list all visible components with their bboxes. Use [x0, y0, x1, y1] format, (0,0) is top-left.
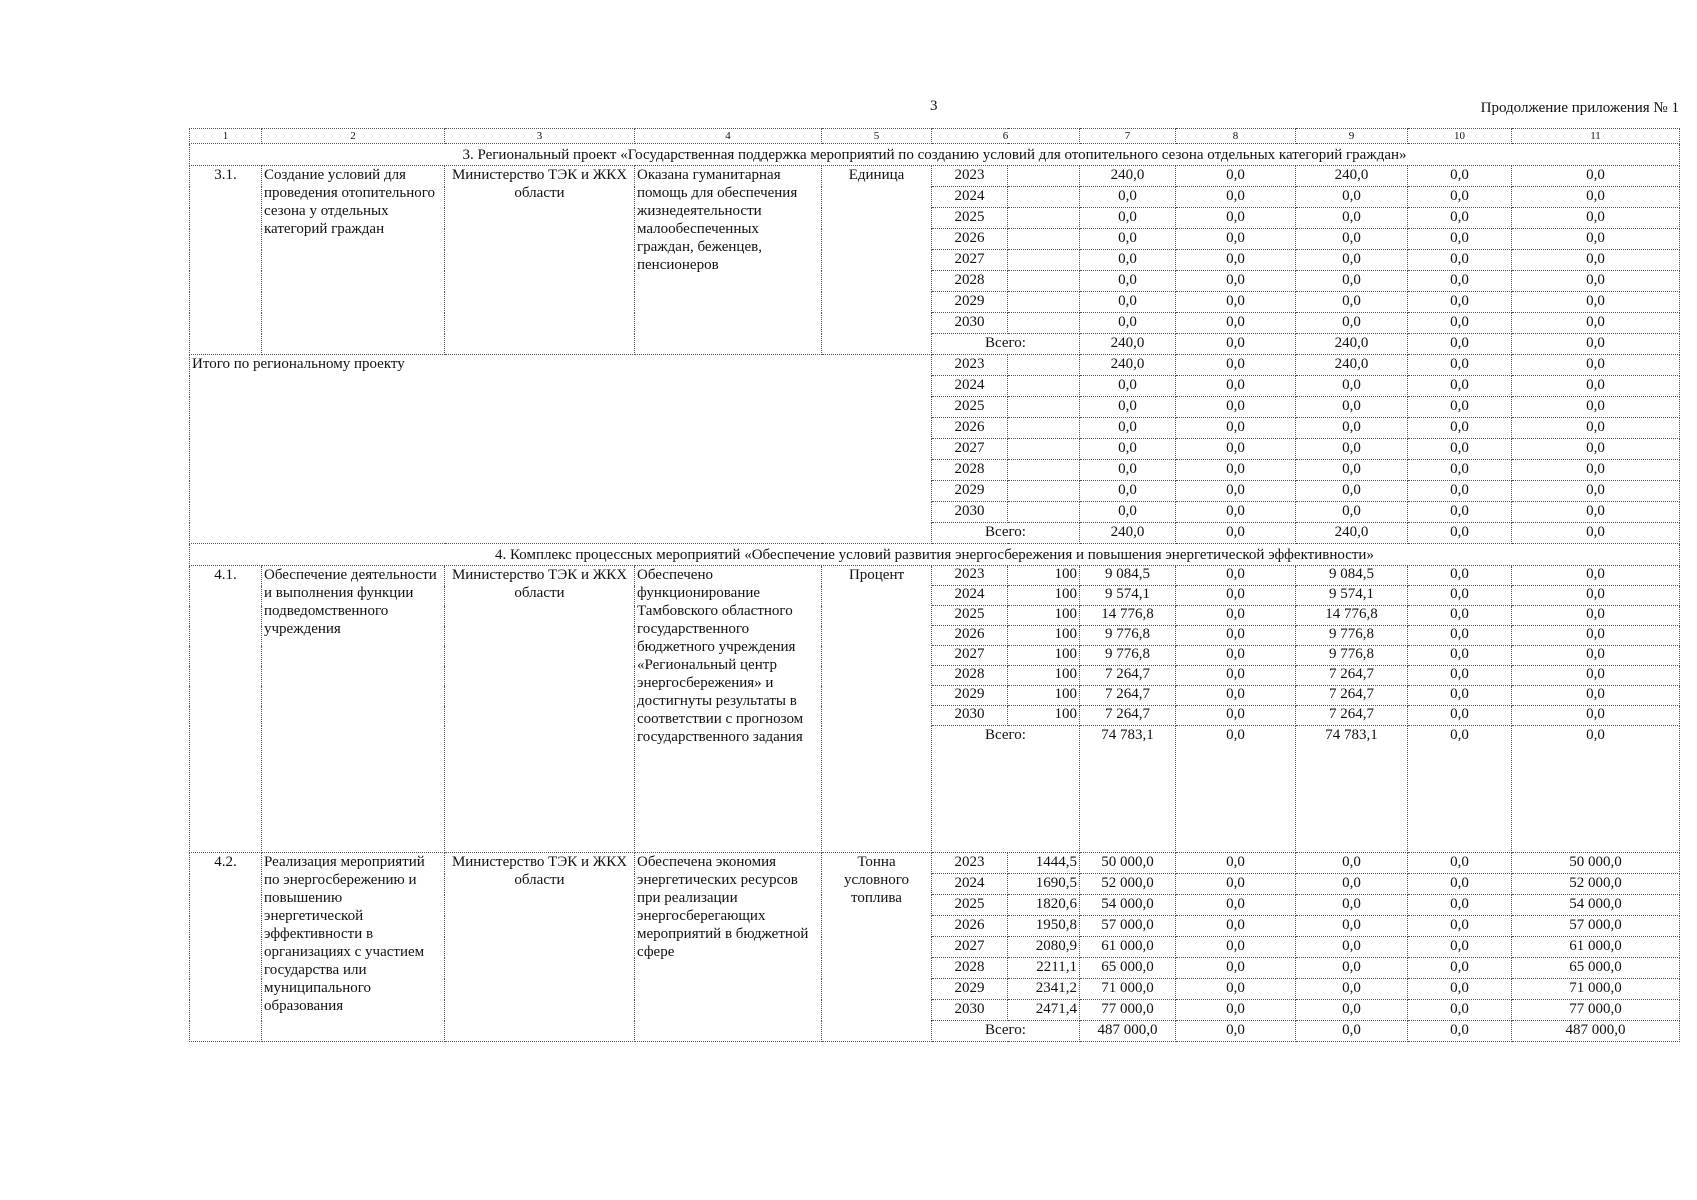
value-cell: 0,0 — [1408, 418, 1512, 439]
indicator-value — [1008, 166, 1080, 187]
year-cell: 2024 — [932, 586, 1008, 606]
value-cell: 0,0 — [1296, 187, 1408, 208]
year-cell: 2030 — [932, 1000, 1008, 1021]
year-cell: 2025 — [932, 606, 1008, 626]
value-cell: 0,0 — [1512, 376, 1680, 397]
value-cell: 0,0 — [1080, 187, 1176, 208]
col-num: 9 — [1296, 129, 1408, 144]
section-title: 3. Региональный проект «Государственная поддержка мероприятий по созданию условий для отопительного сезона отдельных категорий граждан» — [190, 144, 1680, 166]
value-cell: 240,0 — [1296, 355, 1408, 376]
total-value: 74 783,1 — [1296, 726, 1408, 853]
value-cell: 54 000,0 — [1080, 895, 1176, 916]
year-cell: 2026 — [932, 916, 1008, 937]
value-cell: 0,0 — [1408, 626, 1512, 646]
value-cell: 0,0 — [1080, 439, 1176, 460]
indicator-value: 100 — [1008, 706, 1080, 726]
value-cell: 0,0 — [1408, 376, 1512, 397]
value-cell: 0,0 — [1176, 313, 1296, 334]
indicator-value: 1820,6 — [1008, 895, 1080, 916]
year-cell: 2028 — [932, 271, 1008, 292]
year-cell: 2026 — [932, 626, 1008, 646]
continuation-label: Продолжение приложения № 1 — [1480, 100, 1679, 116]
indicator-value: 2341,2 — [1008, 979, 1080, 1000]
value-cell: 0,0 — [1176, 418, 1296, 439]
value-cell: 0,0 — [1408, 916, 1512, 937]
total-value: 487 000,0 — [1080, 1021, 1176, 1042]
value-cell: 52 000,0 — [1512, 874, 1680, 895]
value-cell: 0,0 — [1408, 208, 1512, 229]
value-cell: 9 776,8 — [1296, 646, 1408, 666]
value-cell: 54 000,0 — [1512, 895, 1680, 916]
year-cell: 2027 — [932, 937, 1008, 958]
value-cell: 9 574,1 — [1296, 586, 1408, 606]
value-cell: 57 000,0 — [1512, 916, 1680, 937]
value-cell: 71 000,0 — [1512, 979, 1680, 1000]
total-label: Всего: — [932, 523, 1080, 544]
value-cell: 0,0 — [1512, 187, 1680, 208]
value-cell: 0,0 — [1512, 229, 1680, 250]
indicator-value: 2471,4 — [1008, 1000, 1080, 1021]
section-4-header — [190, 544, 1680, 566]
value-cell: 0,0 — [1408, 502, 1512, 523]
value-cell: 0,0 — [1296, 313, 1408, 334]
program-table — [189, 128, 1680, 1042]
value-cell: 0,0 — [1176, 250, 1296, 271]
value-cell: 0,0 — [1080, 271, 1176, 292]
value-cell: 14 776,8 — [1296, 606, 1408, 626]
value-cell: 0,0 — [1296, 481, 1408, 502]
total-value: 0,0 — [1512, 334, 1680, 355]
value-cell: 0,0 — [1176, 566, 1296, 586]
indicator-value: 1950,8 — [1008, 916, 1080, 937]
value-cell: 0,0 — [1176, 916, 1296, 937]
value-cell: 0,0 — [1080, 397, 1176, 418]
value-cell: 9 776,8 — [1296, 626, 1408, 646]
table-row — [190, 566, 1680, 586]
item-executor: Министерство ТЭК и ЖКХ области — [445, 853, 635, 1042]
value-cell: 0,0 — [1512, 586, 1680, 606]
indicator-value: 100 — [1008, 686, 1080, 706]
value-cell: 0,0 — [1176, 979, 1296, 1000]
value-cell: 0,0 — [1080, 313, 1176, 334]
item-result: Обеспечена экономия энергетических ресурсов при реализации энергосберегающих мероприятий в бюджетной сфере — [635, 853, 822, 1042]
value-cell: 0,0 — [1408, 250, 1512, 271]
value-cell: 0,0 — [1296, 958, 1408, 979]
value-cell: 0,0 — [1512, 418, 1680, 439]
col-num: 5 — [822, 129, 932, 144]
total-label: Всего: — [932, 726, 1080, 853]
value-cell: 0,0 — [1408, 606, 1512, 626]
value-cell: 0,0 — [1512, 166, 1680, 187]
item-unit: Единица — [822, 166, 932, 355]
year-cell: 2023 — [932, 566, 1008, 586]
value-cell: 0,0 — [1080, 229, 1176, 250]
value-cell: 0,0 — [1176, 606, 1296, 626]
indicator-value: 100 — [1008, 646, 1080, 666]
indicator-value — [1008, 397, 1080, 418]
total-value: 0,0 — [1296, 1021, 1408, 1042]
total-value: 0,0 — [1512, 726, 1680, 853]
value-cell: 0,0 — [1512, 686, 1680, 706]
col-num: 6 — [932, 129, 1080, 144]
year-cell: 2029 — [932, 481, 1008, 502]
section-title: 4. Комплекс процессных мероприятий «Обеспечение условий развития энергосбережения и повышения энергетической эффективности» — [190, 544, 1680, 566]
year-cell: 2024 — [932, 874, 1008, 895]
value-cell: 77 000,0 — [1080, 1000, 1176, 1021]
page-number: 3 — [930, 98, 938, 114]
value-cell: 0,0 — [1408, 166, 1512, 187]
indicator-value — [1008, 187, 1080, 208]
indicator-value: 1444,5 — [1008, 853, 1080, 874]
value-cell: 0,0 — [1408, 646, 1512, 666]
value-cell: 0,0 — [1408, 292, 1512, 313]
value-cell: 0,0 — [1512, 626, 1680, 646]
value-cell: 0,0 — [1080, 460, 1176, 481]
value-cell: 0,0 — [1408, 874, 1512, 895]
value-cell: 9 776,8 — [1080, 646, 1176, 666]
value-cell: 0,0 — [1176, 460, 1296, 481]
year-cell: 2026 — [932, 418, 1008, 439]
total-label: Всего: — [932, 1021, 1080, 1042]
value-cell: 0,0 — [1176, 706, 1296, 726]
value-cell: 0,0 — [1408, 481, 1512, 502]
total-value: 0,0 — [1512, 523, 1680, 544]
year-cell: 2025 — [932, 208, 1008, 229]
indicator-value — [1008, 229, 1080, 250]
year-cell: 2023 — [932, 166, 1008, 187]
value-cell: 0,0 — [1176, 376, 1296, 397]
total-value: 0,0 — [1176, 334, 1296, 355]
value-cell: 0,0 — [1176, 895, 1296, 916]
item-result: Оказана гуманитарная помощь для обеспечения жизнедеятельности малообеспеченных граждан, беженцев, пенсионеров — [635, 166, 822, 355]
value-cell: 0,0 — [1296, 250, 1408, 271]
year-cell: 2025 — [932, 895, 1008, 916]
indicator-value — [1008, 418, 1080, 439]
section-3-header — [190, 144, 1680, 166]
value-cell: 0,0 — [1296, 439, 1408, 460]
value-cell: 0,0 — [1296, 418, 1408, 439]
item-executor: Министерство ТЭК и ЖКХ области — [445, 566, 635, 853]
year-cell: 2027 — [932, 439, 1008, 460]
total-value: 240,0 — [1080, 523, 1176, 544]
value-cell: 0,0 — [1512, 439, 1680, 460]
year-cell: 2024 — [932, 187, 1008, 208]
value-cell: 7 264,7 — [1296, 686, 1408, 706]
year-cell: 2023 — [932, 355, 1008, 376]
value-cell: 0,0 — [1408, 187, 1512, 208]
value-cell: 65 000,0 — [1512, 958, 1680, 979]
value-cell: 0,0 — [1080, 481, 1176, 502]
value-cell: 0,0 — [1408, 686, 1512, 706]
year-cell: 2029 — [932, 979, 1008, 1000]
table-row — [190, 853, 1680, 874]
value-cell: 0,0 — [1176, 686, 1296, 706]
value-cell: 71 000,0 — [1080, 979, 1176, 1000]
value-cell: 0,0 — [1408, 397, 1512, 418]
value-cell: 0,0 — [1176, 481, 1296, 502]
col-num: 1 — [190, 129, 262, 144]
value-cell: 0,0 — [1512, 666, 1680, 686]
item-number: 4.2. — [190, 853, 262, 1042]
value-cell: 0,0 — [1296, 271, 1408, 292]
value-cell: 240,0 — [1296, 166, 1408, 187]
year-cell: 2027 — [932, 646, 1008, 666]
value-cell: 7 264,7 — [1080, 686, 1176, 706]
value-cell: 0,0 — [1512, 481, 1680, 502]
value-cell: 0,0 — [1176, 874, 1296, 895]
indicator-value: 1690,5 — [1008, 874, 1080, 895]
col-num: 8 — [1176, 129, 1296, 144]
value-cell: 0,0 — [1296, 1000, 1408, 1021]
value-cell: 0,0 — [1296, 229, 1408, 250]
year-cell: 2024 — [932, 376, 1008, 397]
indicator-value: 100 — [1008, 606, 1080, 626]
total-value: 0,0 — [1176, 726, 1296, 853]
value-cell: 0,0 — [1408, 853, 1512, 874]
value-cell: 0,0 — [1176, 355, 1296, 376]
value-cell: 0,0 — [1296, 895, 1408, 916]
value-cell: 61 000,0 — [1512, 937, 1680, 958]
item-name: Создание условий для проведения отопительного сезона у отдельных категорий граждан — [262, 166, 445, 355]
value-cell: 0,0 — [1296, 874, 1408, 895]
value-cell: 0,0 — [1176, 958, 1296, 979]
value-cell: 0,0 — [1408, 313, 1512, 334]
item-number: 4.1. — [190, 566, 262, 853]
indicator-value — [1008, 460, 1080, 481]
value-cell: 0,0 — [1512, 313, 1680, 334]
indicator-value — [1008, 313, 1080, 334]
indicator-value: 100 — [1008, 586, 1080, 606]
value-cell: 0,0 — [1408, 895, 1512, 916]
year-cell: 2026 — [932, 229, 1008, 250]
value-cell: 0,0 — [1176, 626, 1296, 646]
value-cell: 0,0 — [1176, 937, 1296, 958]
value-cell: 0,0 — [1408, 586, 1512, 606]
value-cell: 0,0 — [1176, 397, 1296, 418]
value-cell: 0,0 — [1512, 397, 1680, 418]
value-cell: 0,0 — [1512, 271, 1680, 292]
value-cell: 0,0 — [1176, 166, 1296, 187]
value-cell: 0,0 — [1512, 502, 1680, 523]
indicator-value — [1008, 208, 1080, 229]
year-cell: 2030 — [932, 706, 1008, 726]
total-value: 0,0 — [1176, 523, 1296, 544]
year-cell: 2023 — [932, 853, 1008, 874]
value-cell: 0,0 — [1296, 376, 1408, 397]
col-num: 10 — [1408, 129, 1512, 144]
col-num: 3 — [445, 129, 635, 144]
indicator-value — [1008, 292, 1080, 313]
indicator-value — [1008, 376, 1080, 397]
indicator-value: 100 — [1008, 666, 1080, 686]
value-cell: 0,0 — [1408, 979, 1512, 1000]
value-cell: 0,0 — [1296, 208, 1408, 229]
item-result: Обеспечено функционирование Тамбовского областного государственного бюджетного учреждения «Региональный центр энергосбережения» и достигнуты результаты в соответствии с прогнозом государственного задания — [635, 566, 822, 853]
value-cell: 0,0 — [1408, 271, 1512, 292]
value-cell: 0,0 — [1080, 250, 1176, 271]
value-cell: 0,0 — [1176, 853, 1296, 874]
value-cell: 0,0 — [1080, 376, 1176, 397]
item-unit: Тонна условного топлива — [822, 853, 932, 1042]
year-cell: 2028 — [932, 460, 1008, 481]
indicator-value — [1008, 439, 1080, 460]
year-cell: 2028 — [932, 958, 1008, 979]
value-cell: 0,0 — [1176, 1000, 1296, 1021]
indicator-value: 100 — [1008, 566, 1080, 586]
value-cell: 7 264,7 — [1296, 666, 1408, 686]
value-cell: 0,0 — [1512, 355, 1680, 376]
value-cell: 0,0 — [1512, 646, 1680, 666]
value-cell: 240,0 — [1080, 355, 1176, 376]
item-unit: Процент — [822, 566, 932, 853]
total-value: 487 000,0 — [1512, 1021, 1680, 1042]
indicator-value: 2080,9 — [1008, 937, 1080, 958]
value-cell: 0,0 — [1176, 208, 1296, 229]
value-cell: 0,0 — [1176, 439, 1296, 460]
year-cell: 2030 — [932, 502, 1008, 523]
value-cell: 14 776,8 — [1080, 606, 1176, 626]
year-cell: 2028 — [932, 666, 1008, 686]
indicator-value — [1008, 250, 1080, 271]
summary-label: Итого по региональному проекту — [190, 355, 932, 544]
value-cell: 7 264,7 — [1296, 706, 1408, 726]
year-cell: 2029 — [932, 292, 1008, 313]
item-number: 3.1. — [190, 166, 262, 355]
year-cell: 2025 — [932, 397, 1008, 418]
value-cell: 0,0 — [1176, 271, 1296, 292]
value-cell: 0,0 — [1080, 502, 1176, 523]
value-cell: 0,0 — [1408, 229, 1512, 250]
col-num: 11 — [1512, 129, 1680, 144]
value-cell: 0,0 — [1080, 418, 1176, 439]
col-num: 4 — [635, 129, 822, 144]
value-cell: 0,0 — [1408, 566, 1512, 586]
total-value: 240,0 — [1296, 334, 1408, 355]
value-cell: 0,0 — [1176, 502, 1296, 523]
value-cell: 0,0 — [1296, 979, 1408, 1000]
item-name: Реализация мероприятий по энергосбережению и повышению энергетической эффективности в организациях с участием государства или муниципального образования — [262, 853, 445, 1042]
indicator-value — [1008, 271, 1080, 292]
value-cell: 0,0 — [1408, 355, 1512, 376]
total-value: 0,0 — [1408, 334, 1512, 355]
value-cell: 50 000,0 — [1080, 853, 1176, 874]
value-cell: 0,0 — [1408, 706, 1512, 726]
table-row — [190, 166, 1680, 187]
value-cell: 0,0 — [1296, 937, 1408, 958]
total-label: Всего: — [932, 334, 1080, 355]
value-cell: 77 000,0 — [1512, 1000, 1680, 1021]
value-cell: 0,0 — [1296, 292, 1408, 313]
value-cell: 9 084,5 — [1080, 566, 1176, 586]
value-cell: 0,0 — [1512, 566, 1680, 586]
total-value: 74 783,1 — [1080, 726, 1176, 853]
total-value: 0,0 — [1408, 726, 1512, 853]
indicator-value: 2211,1 — [1008, 958, 1080, 979]
total-value: 0,0 — [1176, 1021, 1296, 1042]
value-cell: 9 776,8 — [1080, 626, 1176, 646]
indicator-value — [1008, 481, 1080, 502]
item-executor: Министерство ТЭК и ЖКХ области — [445, 166, 635, 355]
value-cell: 0,0 — [1296, 502, 1408, 523]
value-cell: 57 000,0 — [1080, 916, 1176, 937]
value-cell: 7 264,7 — [1080, 666, 1176, 686]
value-cell: 0,0 — [1512, 606, 1680, 626]
year-cell: 2029 — [932, 686, 1008, 706]
value-cell: 0,0 — [1408, 937, 1512, 958]
value-cell: 0,0 — [1408, 439, 1512, 460]
value-cell: 0,0 — [1296, 397, 1408, 418]
value-cell: 0,0 — [1176, 229, 1296, 250]
indicator-value — [1008, 502, 1080, 523]
column-number-row — [190, 129, 1680, 144]
value-cell: 0,0 — [1176, 646, 1296, 666]
item-name: Обеспечение деятельности и выполнения функции подведомственного учреждения — [262, 566, 445, 853]
value-cell: 0,0 — [1408, 1000, 1512, 1021]
summary-row — [190, 355, 1680, 376]
value-cell: 0,0 — [1176, 187, 1296, 208]
value-cell: 240,0 — [1080, 166, 1176, 187]
value-cell: 0,0 — [1512, 706, 1680, 726]
total-value: 0,0 — [1408, 1021, 1512, 1042]
value-cell: 0,0 — [1080, 208, 1176, 229]
year-cell: 2027 — [932, 250, 1008, 271]
value-cell: 0,0 — [1408, 958, 1512, 979]
value-cell: 0,0 — [1176, 586, 1296, 606]
table-body — [190, 129, 1680, 1042]
value-cell: 0,0 — [1512, 292, 1680, 313]
value-cell: 52 000,0 — [1080, 874, 1176, 895]
value-cell: 9 084,5 — [1296, 566, 1408, 586]
value-cell: 0,0 — [1512, 208, 1680, 229]
value-cell: 0,0 — [1296, 916, 1408, 937]
value-cell: 0,0 — [1176, 666, 1296, 686]
indicator-value: 100 — [1008, 626, 1080, 646]
value-cell: 0,0 — [1512, 460, 1680, 481]
total-value: 240,0 — [1080, 334, 1176, 355]
value-cell: 61 000,0 — [1080, 937, 1176, 958]
total-value: 0,0 — [1408, 523, 1512, 544]
value-cell: 0,0 — [1296, 460, 1408, 481]
value-cell: 0,0 — [1408, 666, 1512, 686]
year-cell: 2030 — [932, 313, 1008, 334]
col-num: 2 — [262, 129, 445, 144]
col-num: 7 — [1080, 129, 1176, 144]
value-cell: 65 000,0 — [1080, 958, 1176, 979]
value-cell: 7 264,7 — [1080, 706, 1176, 726]
indicator-value — [1008, 355, 1080, 376]
value-cell: 0,0 — [1176, 292, 1296, 313]
total-value: 240,0 — [1296, 523, 1408, 544]
value-cell: 0,0 — [1408, 460, 1512, 481]
value-cell: 9 574,1 — [1080, 586, 1176, 606]
value-cell: 50 000,0 — [1512, 853, 1680, 874]
value-cell: 0,0 — [1296, 853, 1408, 874]
value-cell: 0,0 — [1512, 250, 1680, 271]
value-cell: 0,0 — [1080, 292, 1176, 313]
